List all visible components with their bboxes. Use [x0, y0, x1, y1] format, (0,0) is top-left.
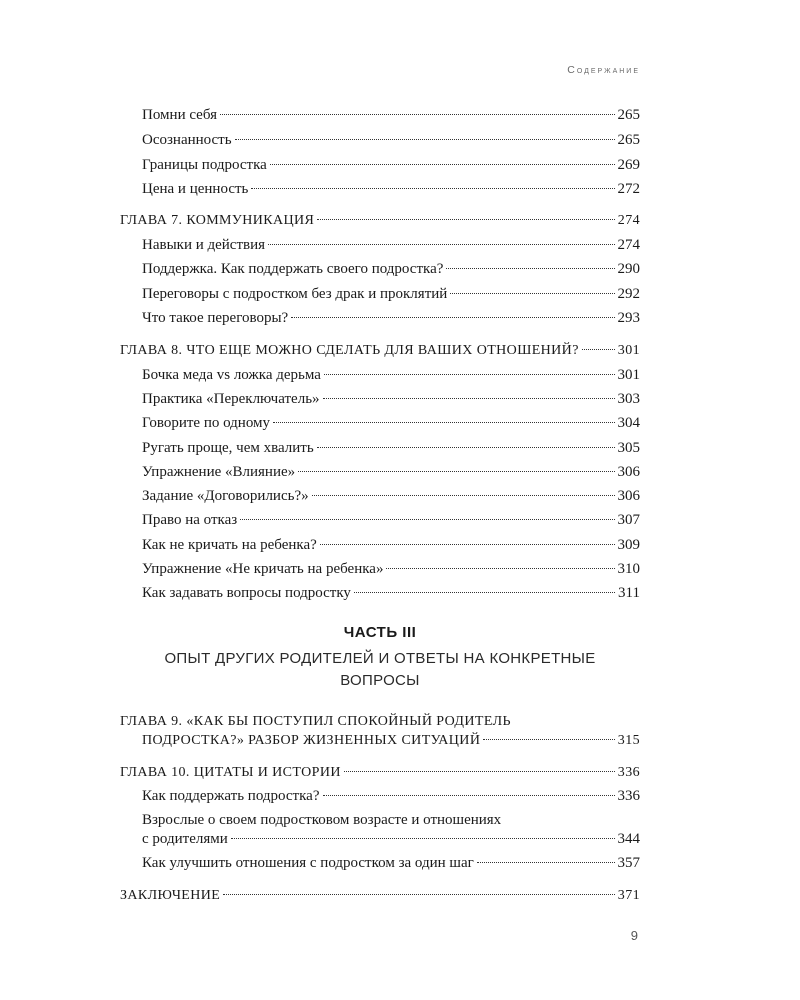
toc-chapter-8[interactable] — [120, 341, 640, 360]
dot-leader — [450, 293, 614, 294]
part-label: ЧАСТЬ III — [343, 624, 417, 641]
entry-title: Границы подростка — [142, 157, 267, 173]
toc-chapter-9[interactable] — [120, 712, 640, 750]
entry-page: 357 — [617, 855, 640, 871]
entry-title: Переговоры с подростком без драк и проклятий — [142, 286, 448, 302]
entry-title: Цена и ценность — [142, 181, 249, 197]
toc-entry[interactable] — [142, 854, 640, 873]
entry-page: 269 — [617, 157, 640, 173]
entry-title: Поддержка. Как поддержать своего подростка? — [142, 261, 444, 277]
entry-title: Говорите по одному — [142, 415, 271, 431]
entry-title: Помни себя — [142, 107, 217, 123]
entry-page: 307 — [617, 512, 640, 528]
dot-leader — [220, 114, 615, 115]
entry-title: Упражнение «Влияние» — [142, 464, 296, 480]
dot-leader — [268, 244, 614, 245]
toc-entry[interactable] — [142, 131, 640, 150]
dot-leader — [317, 219, 615, 220]
toc-chapter-7[interactable] — [120, 211, 640, 230]
dot-leader — [582, 349, 615, 350]
running-head: Содержание — [567, 64, 640, 76]
toc-entry[interactable] — [142, 156, 640, 175]
entry-title-line-2: с родителями — [142, 831, 228, 847]
chapter-title-line-1: ГЛАВА 9. «КАК БЫ ПОСТУПИЛ СПОКОЙНЫЙ РОДИТЕЛЬ — [120, 714, 511, 729]
toc-entry[interactable] — [142, 536, 640, 555]
entry-title: Как задавать вопросы подростку — [142, 585, 351, 601]
entry-page: 301 — [617, 367, 640, 383]
dot-leader — [291, 317, 614, 318]
chapter-page: 371 — [617, 888, 640, 903]
chapter-page: 315 — [617, 733, 640, 748]
dot-leader — [235, 139, 615, 140]
page-number: 9 — [630, 928, 638, 943]
toc-entry[interactable] — [142, 366, 640, 385]
toc-entry[interactable] — [142, 260, 640, 279]
entry-title: Как улучшить отношения с подростком за один шаг — [142, 855, 474, 871]
entry-title: Бочка меда vs ложка дерьма — [142, 367, 321, 383]
dot-leader — [323, 398, 615, 399]
chapter-page: 336 — [617, 765, 640, 780]
dot-leader — [386, 568, 614, 569]
chapter-title: ГЛАВА 7. КОММУНИКАЦИЯ — [120, 213, 315, 228]
entry-page: 344 — [617, 831, 640, 847]
toc-entry[interactable] — [142, 463, 640, 482]
entry-title: Задание «Договорились?» — [142, 488, 309, 504]
entry-title: Осознанность — [142, 132, 232, 148]
dot-leader — [273, 422, 614, 423]
dot-leader — [317, 447, 615, 448]
toc-entry[interactable] — [142, 236, 640, 255]
entry-page: 306 — [617, 464, 640, 480]
dot-leader — [312, 495, 615, 496]
entry-page: 265 — [617, 107, 640, 123]
chapter-page: 274 — [617, 213, 640, 228]
entry-title: Право на отказ — [142, 512, 238, 528]
toc-entry[interactable] — [142, 560, 640, 579]
entry-page: 293 — [617, 310, 640, 326]
entry-page: 265 — [617, 132, 640, 148]
entry-title: Упражнение «Не кричать на ребенка» — [142, 561, 384, 577]
part-title-line-1: ОПЫТ ДРУГИХ РОДИТЕЛЕЙ И ОТВЕТЫ НА КОНКРЕТНЫЕ — [164, 650, 596, 667]
entry-title: Ругать проще, чем хвалить — [142, 440, 314, 456]
part-title — [120, 648, 640, 692]
dot-leader — [320, 544, 615, 545]
entry-page: 305 — [617, 440, 640, 456]
chapter-title: ЗАКЛЮЧЕНИЕ — [120, 888, 221, 903]
dot-leader — [231, 838, 615, 839]
toc-entry[interactable] — [142, 787, 640, 806]
chapter-title-line-2: ПОДРОСТКА?» РАЗБОР ЖИЗНЕННЫХ СИТУАЦИЙ — [142, 733, 481, 748]
entry-title-line-1: Взрослые о своем подростковом возрасте и отношениях — [142, 812, 502, 828]
dot-leader — [446, 268, 614, 269]
dot-leader — [240, 519, 614, 520]
toc-entry[interactable] — [142, 487, 640, 506]
entry-page: 310 — [617, 561, 640, 577]
entry-title: Что такое переговоры? — [142, 310, 289, 326]
toc-entry[interactable] — [142, 285, 640, 304]
entry-page: 306 — [617, 488, 640, 504]
entry-title: Практика «Переключатель» — [142, 391, 320, 407]
dot-leader — [251, 188, 614, 189]
chapter-title: ГЛАВА 10. ЦИТАТЫ И ИСТОРИИ — [120, 765, 341, 780]
entry-page: 311 — [618, 585, 640, 601]
toc-entry[interactable] — [142, 584, 640, 603]
entry-title: Навыки и действия — [142, 237, 266, 253]
dot-leader — [223, 894, 615, 895]
toc-chapter-10[interactable] — [120, 763, 640, 782]
toc-entry[interactable] — [142, 414, 640, 433]
entry-page: 336 — [617, 788, 640, 804]
dot-leader — [483, 739, 614, 740]
toc-entry[interactable] — [142, 180, 640, 199]
dot-leader — [344, 771, 615, 772]
entry-page: 292 — [617, 286, 640, 302]
dot-leader — [354, 592, 615, 593]
dot-leader — [323, 795, 615, 796]
chapter-title: ГЛАВА 8. ЧТО ЕЩЕ МОЖНО СДЕЛАТЬ ДЛЯ ВАШИХ ОТНОШЕНИЙ? — [120, 343, 579, 358]
chapter-page: 301 — [617, 343, 640, 358]
toc-entry[interactable] — [142, 511, 640, 530]
toc-entry[interactable] — [142, 309, 640, 328]
toc-entry[interactable] — [142, 439, 640, 458]
toc-entry[interactable] — [142, 811, 640, 849]
dot-leader — [298, 471, 614, 472]
dot-leader — [324, 374, 615, 375]
entry-page: 309 — [617, 537, 640, 553]
entry-page: 274 — [617, 237, 640, 253]
toc-conclusion[interactable] — [120, 886, 640, 905]
entry-page: 290 — [617, 261, 640, 277]
entry-page: 303 — [617, 391, 640, 407]
dot-leader — [477, 862, 615, 863]
toc-entry[interactable] — [142, 106, 640, 125]
entry-page: 272 — [617, 181, 640, 197]
part-title-line-2: ВОПРОСЫ — [340, 672, 420, 689]
entry-title: Как поддержать подростка? — [142, 788, 320, 804]
entry-title: Как не кричать на ребенка? — [142, 537, 317, 553]
entry-page: 304 — [617, 415, 640, 431]
dot-leader — [270, 164, 615, 165]
toc-entry[interactable] — [142, 390, 640, 409]
